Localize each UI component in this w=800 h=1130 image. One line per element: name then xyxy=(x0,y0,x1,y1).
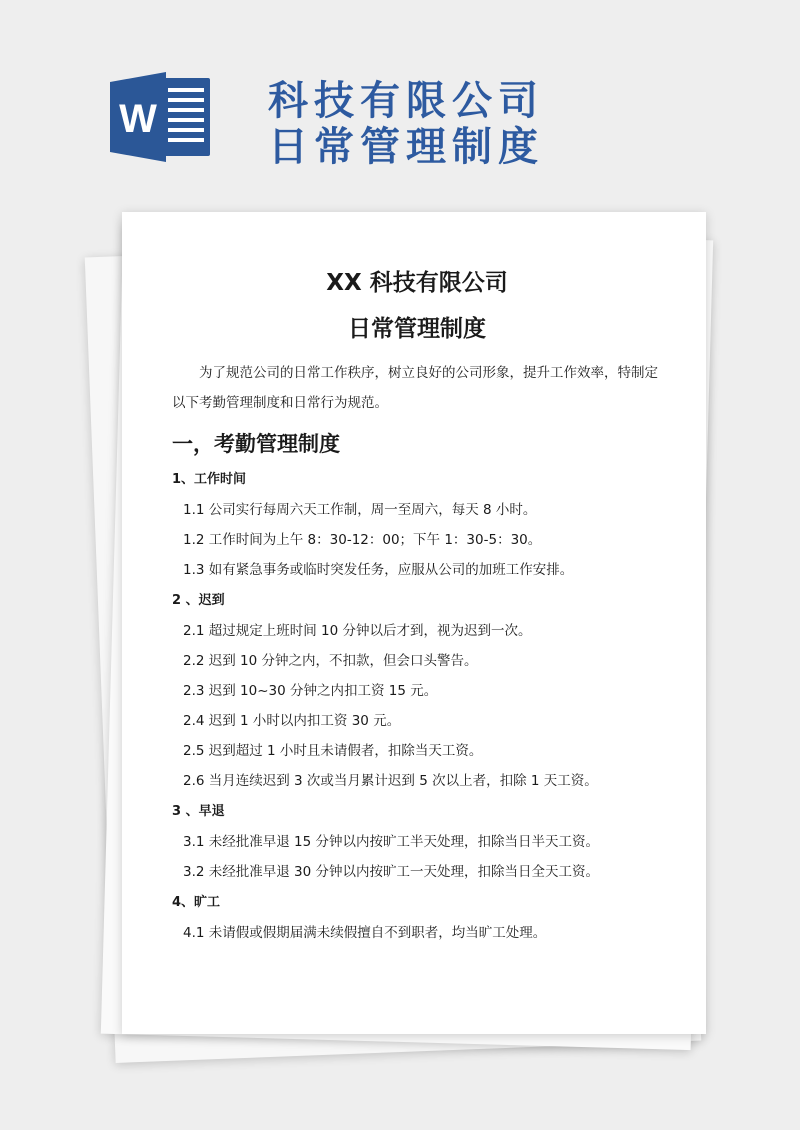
banner-title xyxy=(268,78,544,170)
rule-item: 2.1 超过规定上班时间 10 分钟以后才到，视为迟到一次。 xyxy=(183,623,532,639)
banner-title-line1: 科技有限公司 xyxy=(268,78,544,124)
subsection-heading: 2 、迟到 xyxy=(172,593,225,608)
subsection-heading: 4、旷工 xyxy=(172,895,221,910)
rule-item: 1.2 工作时间为上午 8：30-12：00；下午 1：30-5：30。 xyxy=(183,532,542,548)
document-title: XX 科技有限公司 xyxy=(326,270,508,296)
rule-item: 2.5 迟到超过 1 小时且未请假者，扣除当天工资。 xyxy=(183,743,483,759)
rule-item: 2.3 迟到 10~30 分钟之内扣工资 15 元。 xyxy=(183,683,438,699)
subsection-heading: 1、工作时间 xyxy=(172,472,247,487)
word-icon-letter: W xyxy=(119,97,157,141)
rule-item: 2.2 迟到 10 分钟之内，不扣款，但会口头警告。 xyxy=(183,653,478,669)
subsection-heading: 3 、早退 xyxy=(172,804,225,819)
rule-item: 1.3 如有紧急事务或临时突发任务，应服从公司的加班工作安排。 xyxy=(183,562,574,578)
rule-item: 3.1 未经批准早退 15 分钟以内按旷工半天处理，扣除当日半天工资。 xyxy=(183,834,600,850)
rule-item: 4.1 未请假或假期届满未续假擅自不到职者，均当旷工处理。 xyxy=(183,925,547,941)
rule-item: 1.1 公司实行每周六天工作制，周一至周六，每天 8 小时。 xyxy=(183,502,537,518)
rule-item: 2.6 当月连续迟到 3 次或当月累计迟到 5 次以上者，扣除 1 天工资。 xyxy=(183,773,598,789)
document-subtitle: 日常管理制度 xyxy=(348,316,486,342)
section-heading: 一，考勤管理制度 xyxy=(172,432,340,456)
word-app-icon xyxy=(110,72,212,162)
intro-paragraph: 为了规范公司的日常工作秩序，树立良好的公司形象，提升工作效率，特制定以下考勤管理制度和日常行为规范。 xyxy=(172,365,658,411)
rule-item: 2.4 迟到 1 小时以内扣工资 30 元。 xyxy=(183,713,401,729)
document-body xyxy=(172,262,662,942)
rule-item: 3.2 未经批准早退 30 分钟以内按旷工一天处理，扣除当日全天工资。 xyxy=(183,864,600,880)
banner-title-line2: 日常管理制度 xyxy=(268,124,544,170)
